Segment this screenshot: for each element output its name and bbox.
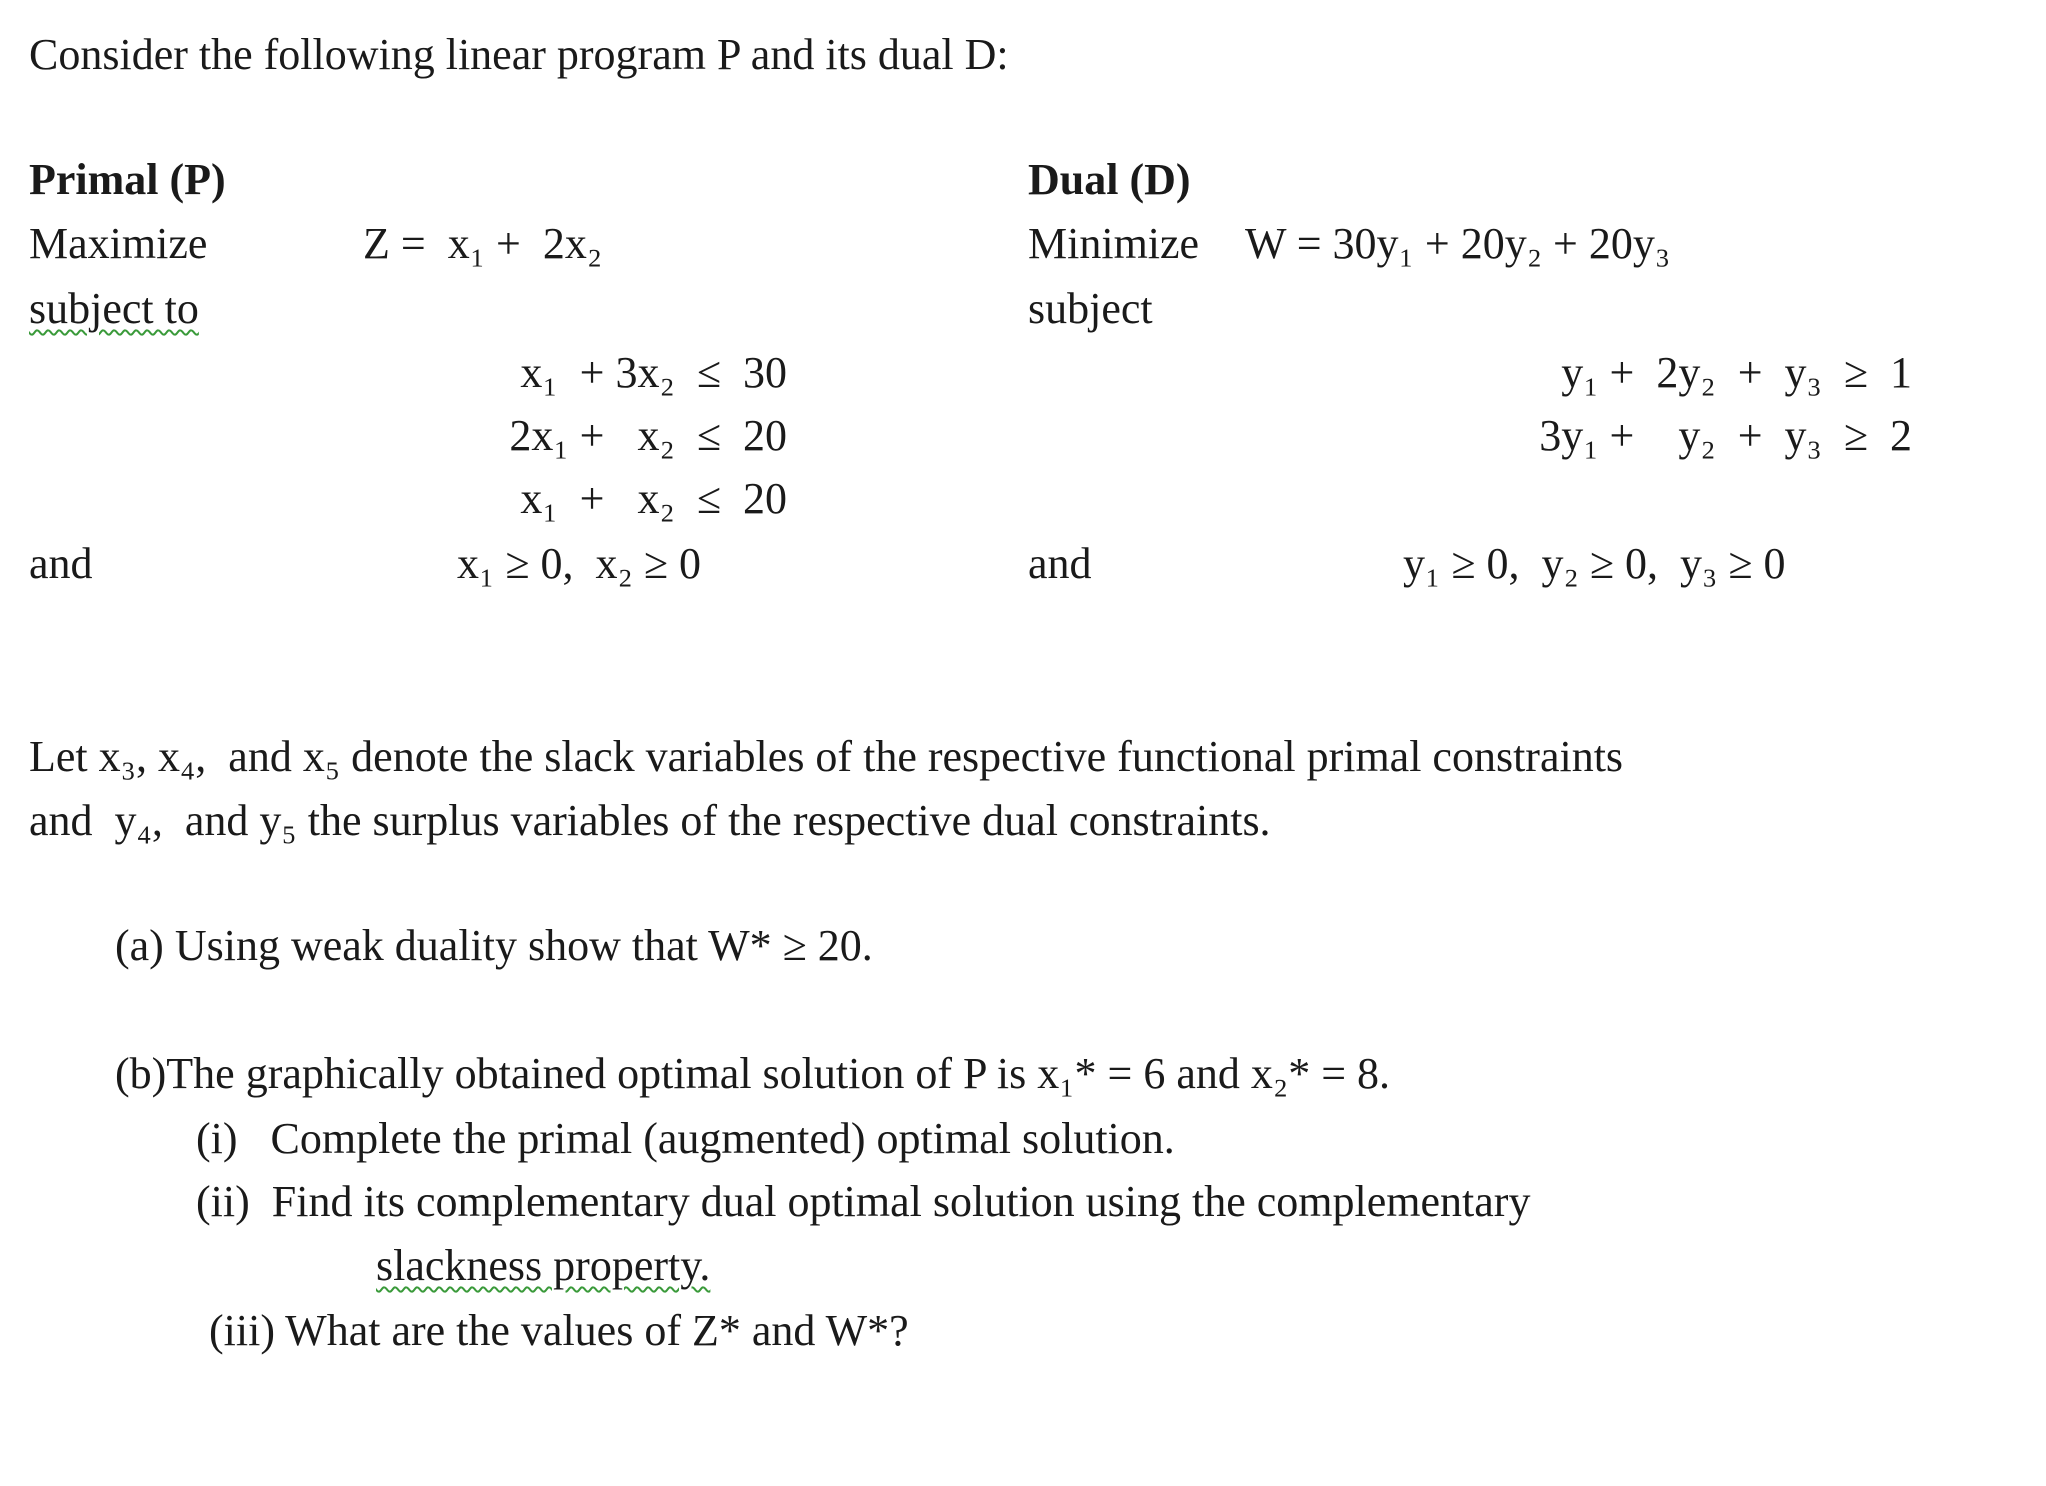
question-b: (b)The graphically obtained optimal solution of P is x₁* = 6 and x₂* = 8.: [115, 1049, 1391, 1098]
primal-nonnegativity: x₁ ≥ 0, x₂ ≥ 0: [457, 539, 701, 588]
question-b-iii: (iii) What are the values of Z* and W*?: [209, 1306, 909, 1355]
primal-constraint-3: x₁ + x₂ ≤ 20: [520, 474, 787, 523]
dual-subject-label: subject: [1028, 284, 1153, 333]
dual-constraint-2: 3y₁ + y₂ + y₃ ≥ 2: [1539, 411, 1912, 460]
slack-text-line-2: and y₄, and y₅ the surplus variables of the respective dual constraints.: [29, 796, 1271, 845]
primal-constraint-2: 2x₁ + x₂ ≤ 20: [509, 411, 787, 460]
primal-heading: Primal (P): [29, 155, 226, 204]
question-b-ii: (ii) Find its complementary dual optimal solution using the complementary: [196, 1177, 1531, 1226]
dual-objective: W = 30y₁ + 20y₂ + 20y₃: [1245, 219, 1671, 268]
dual-nonnegativity: y₁ ≥ 0, y₂ ≥ 0, y₃ ≥ 0: [1403, 539, 1786, 588]
primal-constraint-1: x₁ + 3x₂ ≤ 30: [520, 348, 787, 397]
primal-and-label: and: [29, 539, 93, 588]
question-b-ii-continued: slackness property.: [376, 1241, 711, 1290]
dual-constraint-1: y₁ + 2y₂ + y₃ ≥ 1: [1561, 348, 1912, 397]
dual-and-label: and: [1028, 539, 1092, 588]
primal-objective: Z = x₁ + 2x₂: [363, 219, 603, 268]
question-b-i: (i) Complete the primal (augmented) optimal solution.: [196, 1114, 1175, 1163]
intro-text: Consider the following linear program P and its dual D:: [29, 30, 1009, 79]
primal-subject-label: subject to: [29, 284, 199, 333]
question-a: (a) Using weak duality show that W* ≥ 20.: [115, 921, 873, 970]
dual-heading: Dual (D): [1028, 155, 1191, 204]
primal-maximize-label: Maximize: [29, 219, 208, 268]
dual-minimize-label: Minimize: [1028, 219, 1200, 268]
slack-text-line-1: Let x₃, x₄, and x₅ denote the slack variables of the respective functional primal constraints: [29, 732, 1624, 781]
